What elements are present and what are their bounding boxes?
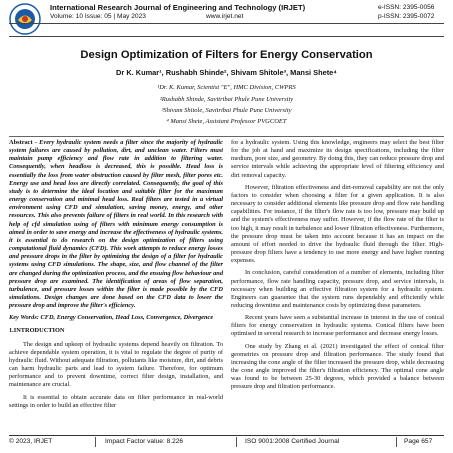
footer-separator — [236, 437, 237, 447]
left-column — [9, 139, 223, 414]
keywords: Key Words: CFD, Energy Conservation, Head Loss, Convergence, Divergence — [9, 314, 214, 322]
body-paragraph-5: One study by Zhang et al. (2021) investigated the effect of conical filter geometries on pressure drop and filtration performance. The study found that increasing the cone angle of the filter increased the pressure drop, while decreasing the cone angle improved the filter's filtration efficiency. The optimal cone angle was found to be between 25-30 degrees, which provided a balance between pressure drop and filtration performance. — [231, 342, 444, 391]
header-divider — [9, 23, 444, 24]
abstract-label: Abstract - — [9, 139, 40, 146]
body-paragraph-4: Recent years have seen a substantial increase in interest in the use of conical filters for energy conservation in hydraulic systems. Conical filters have been optimised in several research to increase performance and decrease energy losses. — [231, 314, 444, 338]
body-paragraph-2: However, filtration effectiveness and dirt-removal capability are not the only factors to consider when choosing a filter for a given application. It is also necessary to consider additional elements like pressure drop and flow rate handling capabilities. For instance, if the filter's flow rate is too low, pressure may build up and the system's effectiveness may suffer. However, if the flow rate of the filter is too high, it may result in turbulence and lower filtration effectiveness. Furthermore, the pressure drop must be taken into account because it has an impact on the amount of effort needed to drive the hydraulic fluid through the filter. High-pressure drop filters have a tendency to use more energy and have higher running expenses. — [231, 183, 444, 265]
footer-impact-factor: Impact Factor value: 8.226 — [105, 438, 184, 445]
footer-separator — [396, 437, 397, 447]
footer-separator — [95, 437, 96, 447]
footer-page-number: Page 657 — [404, 438, 433, 445]
footer-divider — [9, 435, 444, 436]
header-divider-lower — [9, 36, 444, 37]
eissn: e-ISSN: 2395-0056 — [378, 4, 435, 11]
affiliation-1: ¹Dr. K. Kumar, Scientist "E", HMC Division, CWPRS — [157, 84, 296, 91]
abstract — [9, 139, 223, 310]
pissn: p-ISSN: 2395-0072 — [378, 13, 435, 20]
intro-paragraph-1: The design and upkeep of hydraulic systems depend heavily on filtration. To achieve dependable system operation, it is vital to regulate the degree of purity of hydraulic fluid. Without adequate filtration, pollutants like moisture, dirt, and debris can harm hydraulic parts and lead to system failure. Therefore, for optimum performance and to prevent downtime, correct filter design, installation, and maintenance are crucial. — [9, 340, 223, 389]
volume-issue: Volume: 10 Issue: 05 | May 2023 — [50, 13, 146, 20]
affiliation-divider — [9, 136, 444, 137]
body-paragraph-1: for a hydraulic system. Using this knowledge, engineers may select the best filter for the job at hand and maximize its design specifications, including the filter medium, pore size, and geometry. By doing this, they can reduce pressure drop and service intervals while achieving the appropriate level of filtering efficiency and dirt removal capacity. — [231, 139, 444, 179]
affiliation-4: ⁴ Mansi Shete, Assistant Professor PVGCOET — [166, 118, 287, 125]
journal-name: International Research Journal of Engineering and Technology (IRJET) — [50, 3, 306, 12]
section-heading-introduction: 1.INTRODUCTION — [9, 327, 65, 335]
affiliation-2: ²Rushabh Shinde, Savitribai Phule Pune University — [159, 96, 294, 103]
right-column — [231, 139, 444, 396]
intro-paragraph-2: It is essential to obtain accurate data on filter performance in real-world settings in order to build an effective filter — [9, 393, 223, 409]
abstract-text: Every hydraulic system needs a filter since the majority of hydraulic system failures are caused by pollution, dirt, and unclean water. Filters must maintain pump efficiency and flow rate in addition to filtering water. Consequently, when headloss is decreased, this is possible. Head loss is essentially the loss from water obstruction caused by filter mesh, filter pores etc. Energy use and head loss are directly correlated. Consequently, the goal of this study is to determine the ideal location and suitable filter for the maximum energy conservation and minimal head loss. Real filters are tested in a virtual environment using CFD and simulation, saving money, energy, and other resources. This also prevents failure of filters in real world. In this research with help of cfd simulation using of filters with minimum energy consumption is aimed in order to save energy and increase the effectiveness of hydraulic systems. it is essential to do research on the design optimization of filters using computational fluid dynamics (CFD). This work attempts to reduce energy losses and pressure drops in the filter by optimizing the design of a filter for hydraulic systems using CFD simulations. The shape, size, and flow channel of the filter are changed during the optimization process, and the ensuing flow behaviour and pressure drop are examined. The identification of areas of flow separation, turbulence, and pressure losses within the filter is made possible by the CFD simulations. Design changes are done based on the CFD data to lower the pressure drop and improve the filter's efficiency. — [9, 139, 223, 310]
body-paragraph-3: In conclusion, careful consideration of a number of elements, including filter performance, flow rate handling capacity, pressure drop, and service intervals, is necessary when building an effective filtration system for a hydraulic system. Engineers can guarantee that the system runs dependably and efficiently while reducing downtime and maintenance costs by optimizing these parameters. — [231, 269, 444, 309]
author-list: Dr K. Kumar¹, Rushabh Shinde², Shivam Shitole³, Mansi Shete⁴ — [116, 68, 337, 77]
footer-iso-certification: ISO 9001:2008 Certified Journal — [245, 438, 340, 445]
journal-website[interactable]: www.irjet.net — [206, 13, 244, 20]
footer-copyright: © 2023, IRJET — [9, 438, 53, 445]
irjet-logo-icon — [9, 3, 41, 35]
affiliation-3: ³Shivam Shitole, Savitribai Phule Pune University — [161, 107, 292, 114]
paper-title: Design Optimization of Filters for Energy Conservation — [80, 49, 373, 61]
